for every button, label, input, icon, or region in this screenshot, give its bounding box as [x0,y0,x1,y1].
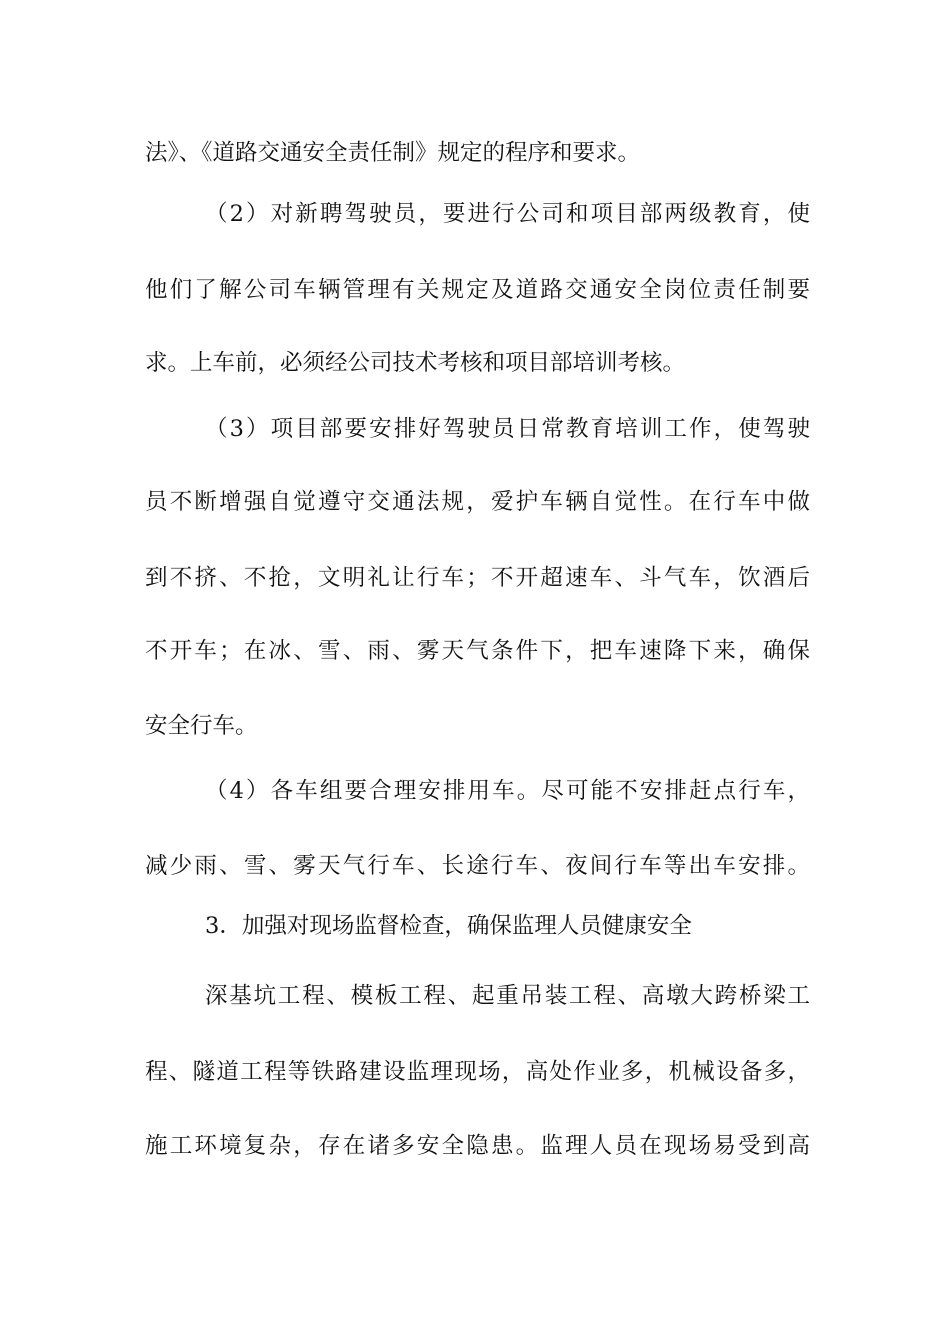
text-line: 不开车；在冰、雪、雨、雾天气条件下，把车速降下来，确保 [145,638,810,664]
text-line: 程、隧道工程等铁路建设监理现场，高处作业多，机械设备多， [145,1059,810,1085]
paragraph-first-line: 深基坑工程、模板工程、起重吊装工程、高墩大跨桥梁工 [205,983,810,1009]
paragraph-first-line: （2）对新聘驾驶员，要进行公司和项目部两级教育，使 [205,201,810,227]
text-line: 他们了解公司车辆管理有关规定及道路交通安全岗位责任制要 [145,277,810,303]
paragraph-first-line: （3）项目部要安排好驾驶员日常教育培训工作，使驾驶 [205,416,810,442]
text-line: 施工环境复杂，存在诸多安全隐患。监理人员在现场易受到高 [145,1133,810,1159]
text-line: 减少雨、雪、雾天气行车、长途行车、夜间行车等出车安排。 [145,853,810,879]
text-line: 安全行车。 [145,713,258,739]
text-line: 法》、《道路交通安全责任制》规定的程序和要求。 [145,140,641,166]
text-line: 求。上车前，必须经公司技术考核和项目部培训考核。 [145,350,686,376]
paragraph-first-line: （4）各车组要合理安排用车。尽可能不安排赶点行车， [205,778,810,804]
text-line: 到不挤、不抢，文明礼让行车；不开超速车、斗气车，饮酒后 [145,565,810,591]
section-heading: 3．加强对现场监督检查，确保监理人员健康安全 [205,913,692,939]
text-line: 员不断增强自觉遵守交通法规，爱护车辆自觉性。在行车中做 [145,489,810,515]
